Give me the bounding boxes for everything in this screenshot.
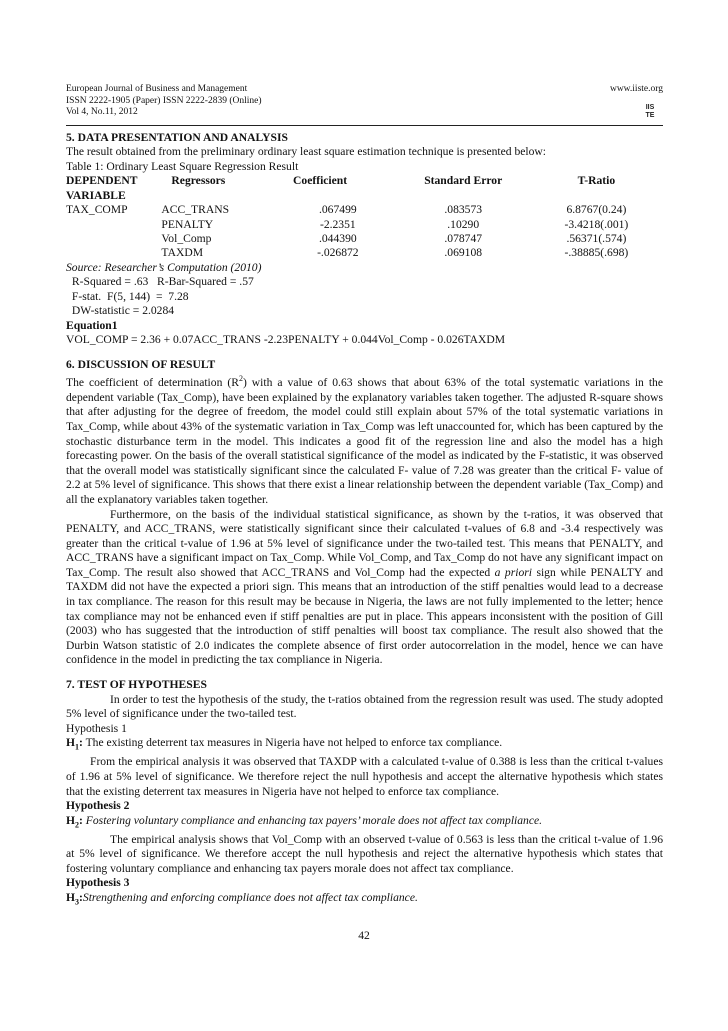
discussion-paragraph-1: The coefficient of determination $(R^2)$ with a value of 0.63 shows that about 63% of the total systematic variations in the dependent variable (Tax_Comp), have been explained by the explanatory variables taken together. The adjusted R-square shows that after adjusting for the degree of freedom, the model could still explain about 57% of the total systematic variations in Tax_Comp, while about 43% of the systematic variation in Tax_Comp was left unaccounted for, which has been captured by the stochastic disturbance term in the model. This indicates a good fit of the regression line and also the model has a high forecasting power. On the basis of the overall statistical significance of the model as indicated by the F-statistic, it was observed that the overall model was statistically significant since the calculated F- value of 7.28 was greater than the critical F- value of 2.2 at 5% level of significance. This shows that there exist a linear relationship between the dependent variable (Tax_Comp) and all the explanatory variables taken together. bbox=[66, 374, 663, 506]
fit-statistic: DW-statistic = 2.0284 bbox=[69, 304, 175, 318]
table-header-row-2 bbox=[66, 189, 663, 203]
fit-statistic: F-stat. F(5, 144) = 7.28 bbox=[69, 289, 189, 303]
col-header-variable: VARIABLE bbox=[66, 188, 126, 202]
svg-text:TE: TE bbox=[645, 112, 655, 119]
col-header-standard-error: Standard Error bbox=[424, 174, 503, 188]
col-header-t-ratio: T-Ratio bbox=[577, 174, 616, 188]
hypothesis-2-analysis: The empirical analysis shows that Vol_Comp with an observed t-value of 0.563 is less than the critical t-value of 1.96 at 5% level of significance. We therefore accept the null hypothesis and reject the alternative hypothesis which states that fostering voluntary compliance and enhancing tax payers morale does not affect tax compliance. bbox=[66, 832, 663, 875]
section-6-heading: 6. DISCUSSION OF RESULT bbox=[66, 357, 216, 371]
std-error-cell: .10290 bbox=[447, 217, 480, 231]
hypothesis-2-title: Hypothesis 2 bbox=[66, 799, 130, 813]
equation-label: Equation1 bbox=[66, 318, 118, 332]
running-header bbox=[66, 84, 663, 119]
coefficient-cell: .044390 bbox=[318, 231, 357, 245]
hypothesis-3-title: Hypothesis 3 bbox=[66, 876, 130, 890]
regression-table bbox=[66, 174, 663, 260]
t-ratio-cell: -3.4218(.001) bbox=[564, 217, 629, 231]
col-header-dependent: DEPENDENT bbox=[66, 174, 138, 188]
table-caption: Table 1: Ordinary Least Square Regression Result bbox=[66, 159, 299, 173]
dependent-variable-cell: TAX_COMP bbox=[66, 203, 128, 217]
journal-issn: ISSN 2222-1905 (Paper) ISSN 2222-2839 (Online) bbox=[66, 95, 262, 106]
std-error-cell: .083573 bbox=[444, 203, 483, 217]
std-error-cell: .078747 bbox=[444, 231, 483, 245]
page-content bbox=[66, 84, 663, 910]
journal-volume: Vol 4, No.11, 2012 bbox=[66, 107, 138, 117]
section-7-heading: 7. TEST OF HYPOTHESES bbox=[66, 678, 207, 692]
coefficient-cell: .067499 bbox=[318, 203, 357, 217]
fit-statistic: R-Squared = .63 R-Bar-Squared = .57 bbox=[69, 275, 254, 289]
t-ratio-cell: .56371(.574) bbox=[566, 231, 627, 245]
header-rule bbox=[66, 125, 663, 126]
table-header-row bbox=[66, 174, 663, 188]
section-5-intro: The result obtained from the preliminary ordinary least square estimation technique is presented below: bbox=[66, 145, 547, 159]
hypothesis-1-statement: $H_1$: The existing deterrent tax measures in Nigeria have not helped to enforce tax compliance. bbox=[66, 736, 503, 752]
t-ratio-cell: 6.8767(0.24) bbox=[566, 203, 627, 217]
svg-text:IIS: IIS bbox=[645, 104, 655, 111]
page-number: 42 bbox=[358, 929, 370, 942]
iiste-logo-icon bbox=[637, 99, 663, 119]
hypothesis-2-statement: $H_2$: Fostering voluntary compliance and enhancing tax payers’ morale does not affect tax compliance. bbox=[66, 813, 543, 830]
table-row bbox=[66, 203, 663, 217]
t-ratio-cell: -.38885(.698) bbox=[564, 246, 629, 260]
coefficient-cell: -2.2351 bbox=[319, 217, 356, 231]
regressor-cell: ACC_TRANS bbox=[161, 203, 230, 217]
journal-title: European Journal of Business and Management bbox=[66, 84, 248, 94]
hypothesis-3-statement: $H_3:Strengthening$ and enforcing compliance does not affect tax compliance. bbox=[66, 890, 418, 907]
regression-equation: VOL_COMP = 2.36 + 0.07ACC_TRANS -2.23PENALTY + 0.044Vol_Comp - 0.026TAXDM bbox=[66, 333, 506, 347]
col-header-coefficient: Coefficient bbox=[293, 174, 348, 188]
journal-website: www.iiste.org bbox=[609, 84, 663, 94]
hypothesis-1-title: Hypothesis 1 bbox=[66, 721, 127, 735]
table-row bbox=[66, 232, 663, 246]
regressor-cell: PENALTY bbox=[161, 217, 214, 231]
table-row bbox=[66, 246, 663, 260]
coefficient-cell: -.026872 bbox=[317, 246, 359, 260]
hypothesis-1-analysis: From the empirical analysis it was observed that TAXDP with a calculated t-value of 0.388 is less than the critical t-values of 1.96 at 5% level of significance. We therefore reject the null hypothesis and accept the alternative hypothesis which states that the existing deterrent tax measures in Nigeria have not helped to enforce tax compliance. bbox=[66, 755, 663, 798]
hypotheses-intro: In order to test the hypothesis of the study, the t-ratios obtained from the regression result was used. The study adopted 5% level of significance under the two-tailed test. bbox=[66, 692, 663, 721]
std-error-cell: .069108 bbox=[444, 246, 483, 260]
col-header-regressors: Regressors bbox=[171, 174, 226, 188]
table-source: Source: Researcher’s Computation (2010) bbox=[66, 260, 262, 274]
table-row bbox=[66, 218, 663, 232]
discussion-paragraph-2: Furthermore, on the basis of the individual statistical significance, as shown by the t-ratios, it was observed that PENALTY, and ACC_TRANS, were statistically significant since their calculated t-values of 6.8 and -3.4 respectively was greater than the critical t-value of 1.96 at 5% level of significance under the two-tailed test. This means that PENALTY, and ACC_TRANS have a significant impact on Tax_Comp. While Vol_Comp, and Tax_Comp do not have any significant impact on Tax_Comp. The result also showed that ACC_TRANS and Vol_Comp had the expected a priori sign while PENALTY and TAXDM did not have the expected a priori sign. This means that an introduction of the stiff penalties would lead to a decrease in tax compliance. The reason for this result may be because in Nigeria, the laws are not fully implemented to the letter; hence tax compliance may not be enhanced even if stiff penalties are put in place. This appears inconsistent with the position of Gill (2003) who has suggested that the introduction of stiff penalties will boost tax compliance. The result also showed that the Durbin Watson statistic of 2.0 indicates the complete absence of first order autocorrelation in the model, hence we can have confidence in the model in predicting the tax compliance in Nigeria. bbox=[66, 507, 663, 667]
regressor-cell: Vol_Comp bbox=[161, 231, 212, 245]
regressor-cell: TAXDM bbox=[161, 246, 204, 260]
section-5-heading: 5. DATA PRESENTATION AND ANALYSIS bbox=[66, 130, 288, 144]
